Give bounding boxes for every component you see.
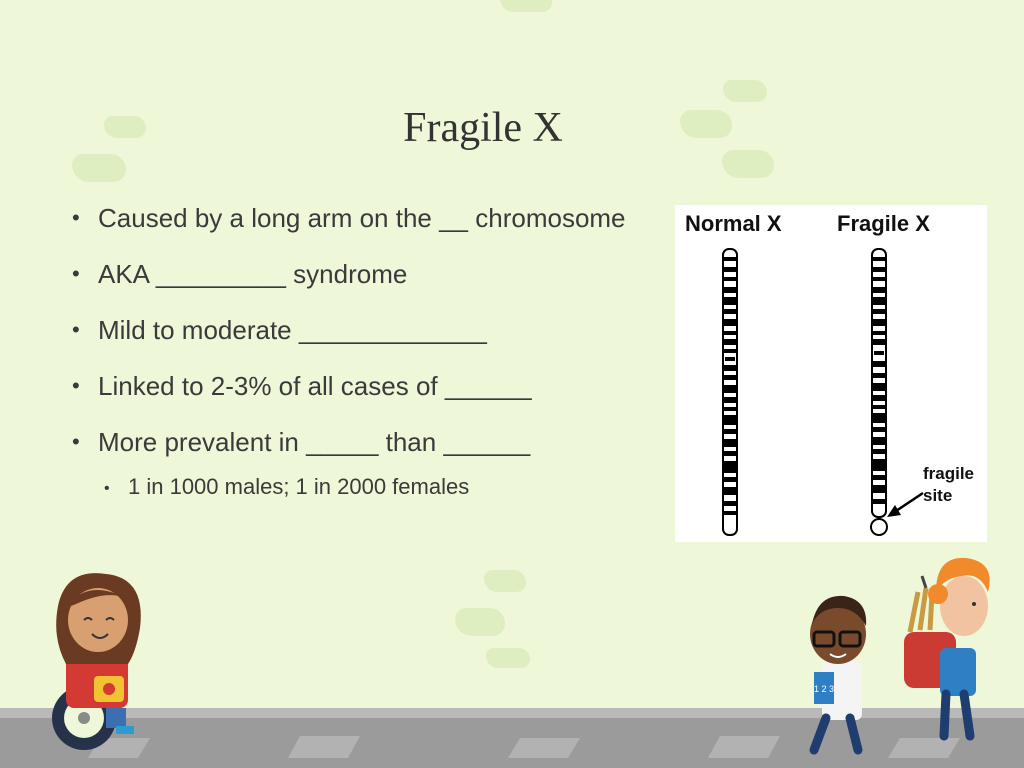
book-label: 1 2 3	[813, 684, 835, 694]
bullet-item: • Linked to 2-3% of all cases of ______	[72, 364, 626, 420]
fragile-site-arrow	[887, 493, 923, 517]
sub-bullet-text: 1 in 1000 males; 1 in 2000 females	[128, 474, 470, 499]
redhead-kid-illustration	[900, 552, 1000, 744]
decor-blob	[723, 80, 767, 102]
decor-blob	[72, 154, 126, 182]
bullet-list	[72, 196, 626, 476]
fragile-x-chromosome	[871, 249, 887, 535]
bullet-item: • AKA _________ syndrome	[72, 252, 626, 308]
normal-x-chromosome	[723, 249, 737, 535]
normal-x-label: Normal X	[685, 211, 782, 236]
fragile-x-label: Fragile X	[837, 211, 930, 236]
fragile-site-label: fragile site	[923, 464, 975, 505]
bullet-item: • Mild to moderate _____________	[72, 308, 626, 364]
boy-with-book-illustration	[800, 590, 880, 756]
decor-blob	[486, 648, 530, 668]
bullet-item: • Caused by a long arm on the __ chromosome	[72, 196, 626, 252]
decor-blob	[484, 570, 526, 592]
chromosome-figure	[675, 205, 987, 542]
decor-blob	[455, 608, 505, 636]
sub-bullet-marker: •	[104, 480, 110, 497]
slide-title: Fragile X	[403, 105, 563, 151]
bullet-item: • More prevalent in _____ than ______	[72, 420, 626, 476]
girl-wheelchair-illustration	[36, 568, 156, 754]
decor-blob	[722, 150, 774, 178]
sub-bullet-item	[104, 474, 470, 500]
decor-blob	[500, 0, 552, 12]
